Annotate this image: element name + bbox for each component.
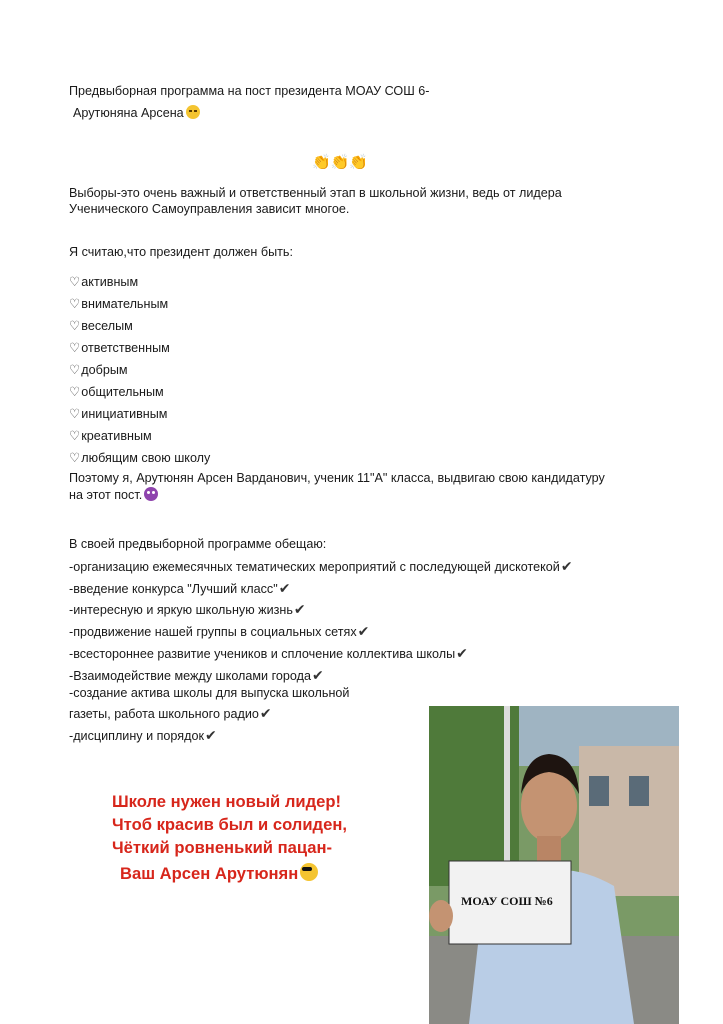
title-line-2 — [73, 105, 200, 121]
quality-text: общительным — [81, 385, 164, 399]
checkmark-icon: ✔ — [278, 580, 291, 596]
promise-text: -создание актива школы для выпуска школьной — [69, 686, 350, 700]
quality-text: креативным — [81, 429, 152, 443]
heart-icon: ♡ — [69, 385, 81, 399]
quality-text: активным — [81, 275, 139, 289]
intro-line-2: Ученического Самоуправления зависит многое. — [69, 202, 350, 216]
candidate-photo-illustration — [429, 706, 679, 1024]
heart-icon: ♡ — [69, 297, 81, 311]
checkmark-icon: ✔ — [259, 705, 272, 721]
slogan-text: Школе нужен новый лидер! — [112, 792, 342, 811]
quality-item — [69, 363, 128, 378]
quality-item — [69, 297, 168, 312]
promise-item — [69, 624, 369, 640]
checkmark-icon: ✔ — [293, 601, 306, 617]
candidacy-text: на этот пост. — [69, 488, 143, 502]
candidacy-line-2 — [69, 487, 158, 503]
promise-text: -всестороннее развитие учеников и сплочение коллектива школы — [69, 647, 456, 661]
checkmark-icon: ✔ — [357, 623, 370, 639]
promise-item — [69, 706, 272, 722]
promise-text: -продвижение нашей группы в социальных сетях — [69, 625, 357, 639]
checkmark-icon: ✔ — [560, 558, 573, 574]
promise-text: -организацию ежемесячных тематических мероприятий с последующей дискотекой — [69, 560, 560, 574]
checkmark-icon: ✔ — [312, 667, 324, 683]
promise-item — [69, 602, 306, 618]
heart-icon: ♡ — [69, 319, 81, 333]
slogan-line — [112, 837, 332, 858]
promise-item — [69, 686, 349, 701]
clapping-hands-icon: 👏👏👏 — [312, 154, 369, 171]
heart-icon: ♡ — [69, 407, 81, 421]
quality-item — [69, 319, 133, 334]
qualities-heading: Я считаю,что президент должен быть: — [69, 245, 293, 259]
sad-face-emoji-icon — [186, 105, 200, 119]
quality-text: инициативным — [81, 407, 168, 421]
quality-item — [69, 341, 170, 356]
heart-icon: ♡ — [69, 429, 81, 443]
quality-text: внимательным — [81, 297, 169, 311]
quality-text: ответственным — [81, 341, 170, 355]
checkmark-icon: ✔ — [456, 645, 468, 661]
slogan-line — [112, 791, 341, 812]
slogan-line — [120, 863, 318, 884]
heart-icon: ♡ — [69, 275, 81, 289]
quality-item — [69, 429, 152, 444]
slogan-text: Чёткий ровненький пацан- — [112, 838, 333, 857]
promise-item — [69, 728, 217, 744]
promises-heading: В своей предвыборной программе обещаю: — [69, 537, 327, 551]
promise-text: газеты, работа школьного радио — [69, 707, 259, 721]
quality-text: веселым — [81, 319, 133, 333]
quality-text: добрым — [81, 363, 128, 377]
heart-icon: ♡ — [69, 363, 81, 377]
promise-item — [69, 646, 468, 662]
quality-text: любящим свою школу — [81, 451, 211, 465]
promise-text: -введение конкурса "Лучший класс" — [69, 582, 278, 596]
heart-icon: ♡ — [69, 341, 81, 355]
promise-text: -дисциплину и порядок — [69, 729, 204, 743]
promise-item — [69, 559, 573, 575]
photo-sign-text: МОАУ СОШ №6 — [461, 894, 553, 908]
sunglasses-emoji-icon — [300, 863, 318, 881]
promise-text: -Взаимодействие между школами города — [69, 669, 311, 683]
checkmark-icon: ✔ — [204, 727, 217, 743]
quality-item — [69, 451, 210, 466]
slogan-text: Ваш Арсен Арутюнян — [120, 864, 299, 883]
quality-item — [69, 275, 138, 290]
candidacy-line-1: Поэтому я, Арутюнян Арсен Варданович, ученик 11"А" класса, выдвигаю свою кандидатуру — [69, 471, 605, 485]
devil-emoji-icon — [144, 487, 158, 501]
candidate-photo — [429, 706, 679, 1024]
intro-line-1: Выборы-это очень важный и ответственный этап в школьной жизни, ведь от лидера — [69, 186, 562, 200]
promise-text: -интересную и яркую школьную жизнь — [69, 603, 293, 617]
quality-item — [69, 407, 167, 422]
title-line-1: Предвыборная программа на пост президента МОАУ СОШ 6- — [69, 84, 430, 98]
slogan-text: Чтоб красив был и солиден, — [112, 815, 347, 834]
quality-item — [69, 385, 164, 400]
title-name: Арутюняна Арсена — [73, 106, 184, 120]
slogan-line — [112, 814, 347, 835]
heart-icon: ♡ — [69, 451, 81, 465]
promise-item — [69, 668, 324, 684]
promise-item — [69, 581, 290, 597]
